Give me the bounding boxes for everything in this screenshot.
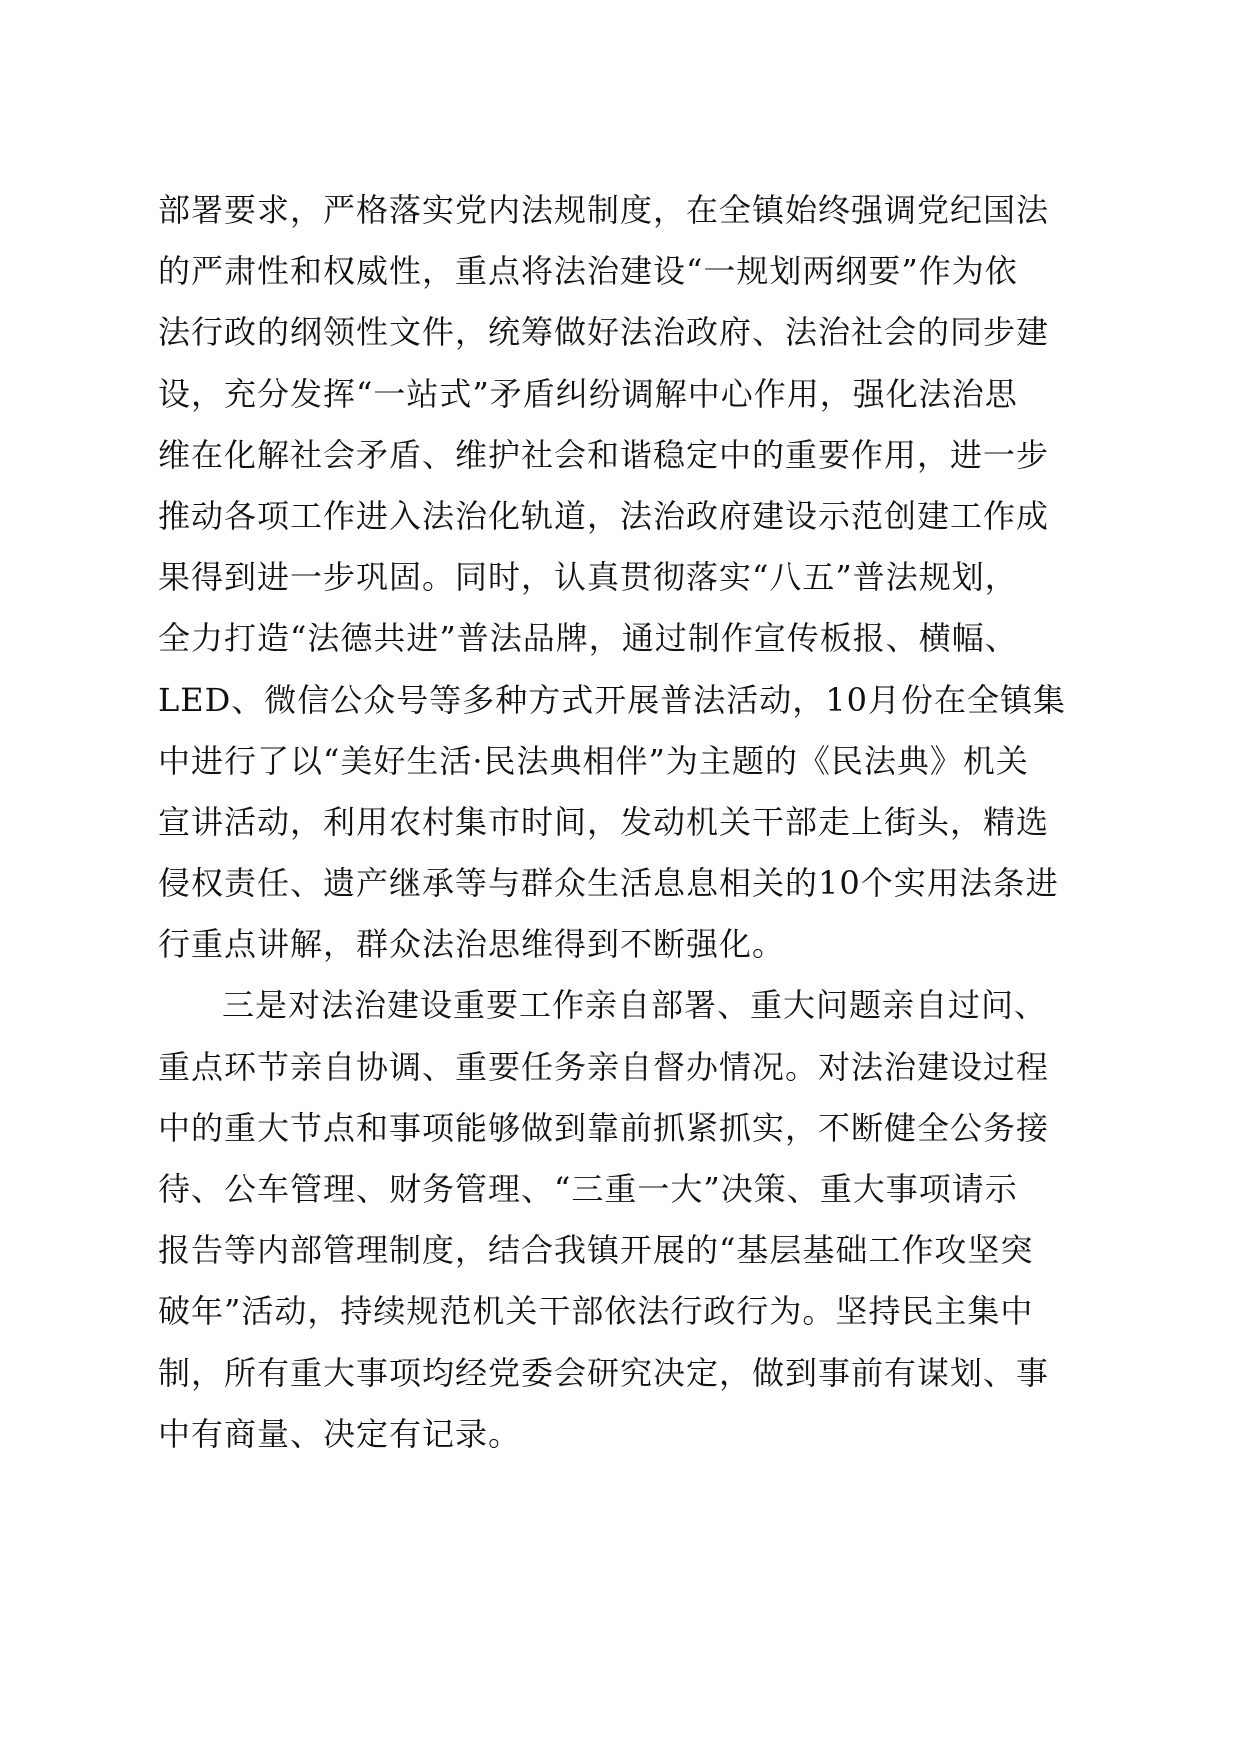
text-line: 宣讲活动，利用农村集市时间，发动机关干部走上街头，精选 [158,802,1050,841]
paragraph-1 [158,180,1088,975]
text-line: 维在化解社会矛盾、维护社会和谐稳定中的重要作用，进一步 [158,435,1050,474]
text-line: 侵权责任、遗产继承等与群众生活息息相关的10个实用法条进 [158,864,1059,903]
text-line: 行重点讲解，群众法治思维得到不断强化。 [158,925,786,964]
text-line: 的严肃性和权威性，重点将法治建设“一规划两纲要”作为依 [158,252,1018,291]
text-line: 三是对法治建设重要工作亲自部署、重大问题亲自过问、 [222,986,1048,1025]
text-line: 法行政的纲领性文件，统筹做好法治政府、法治社会的同步建 [158,313,1050,352]
text-line: 全力打造“法德共进”普法品牌，通过制作宣传板报、横幅、 [158,619,1018,658]
text-line: 果得到进一步巩固。同时，认真贯彻落实“八五”普法规划， [158,558,1018,597]
text-line: 报告等内部管理制度，结合我镇开展的“基层基础工作攻坚突 [158,1231,1034,1270]
text-line: 破年”活动，持续规范机关干部依法行政行为。坚持民主集中 [158,1292,1034,1331]
text-line: LED、微信公众号等多种方式开展普法活动，10月份在全镇集 [158,680,1066,719]
text-line: 重点环节亲自协调、重要任务亲自督办情况。对法治建设过程 [158,1047,1050,1086]
document-body [158,180,1088,1465]
text-line: 制，所有重大事项均经党委会研究决定，做到事前有谋划、事 [158,1353,1050,1392]
text-line: 中有商量、决定有记录。 [158,1414,522,1453]
text-line: 中的重大节点和事项能够做到靠前抓紧抓实，不断健全公务接 [158,1108,1050,1147]
text-line: 推动各项工作进入法治化轨道，法治政府建设示范创建工作成 [158,496,1050,535]
paragraph-2 [158,975,1088,1465]
text-line: 部署要求，严格落实党内法规制度，在全镇始终强调党纪国法 [158,191,1050,229]
text-line: 待、公车管理、财务管理、“三重一大”决策、重大事项请示 [158,1170,1018,1208]
text-line: 中进行了以“美好生活·民法典相伴”为主题的《民法典》机关 [158,741,1029,780]
text-line: 设，充分发挥“一站式”矛盾纠纷调解中心作用，强化法治思 [158,374,1018,413]
